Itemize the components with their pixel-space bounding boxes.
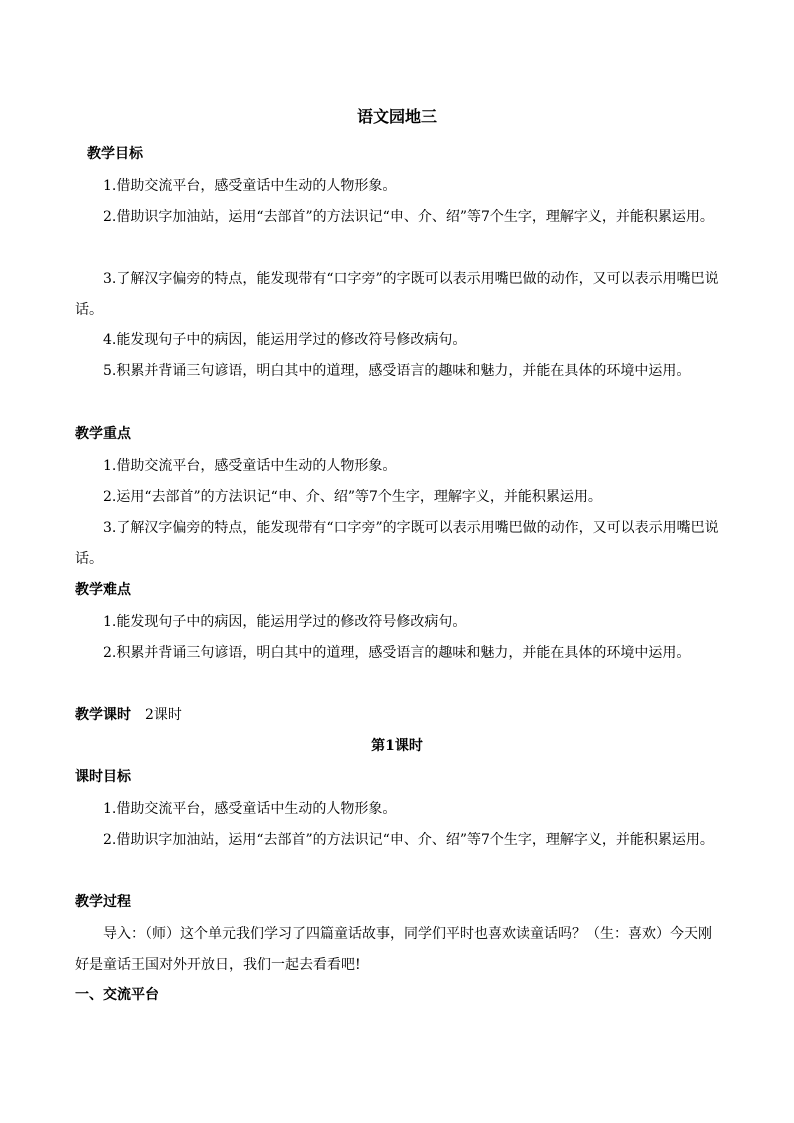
difficulties-heading: 教学难点: [75, 582, 131, 598]
lesson-objective-item: 1.借助交流平台，感受童话中生动的人物形象。: [103, 801, 397, 817]
difficulty-item: 1.能发现句子中的病因，能运用学过的修改符号修改病句。: [103, 614, 467, 630]
difficulty-item: 2.积累并背诵三句谚语，明白其中的道理，感受语言的趣味和魅力，并能在具体的环境中运用。: [103, 645, 691, 661]
lesson-objective-item: 2.借助识字加油站，运用“去部首”的方法识记“申、介、绍”等7个生字，理解字义，并能积累运用。: [103, 832, 714, 848]
teaching-hours: [75, 705, 182, 725]
key-point-item: 3.了解汉字偏旁的特点，能发现带有“口字旁”的字既可以表示用嘴巴做的动作，又可以表示用嘴巴说话。: [75, 520, 719, 567]
teaching-hours-label: 教学课时: [75, 707, 131, 723]
objectives-heading: 教学目标: [87, 146, 143, 162]
intro-paragraph: 导入：（师）这个单元我们学习了四篇童话故事，同学们平时也喜欢读童话吗？（生：喜欢）今天刚好是童话王国对外开放日，我们一起去看看吧!: [75, 926, 712, 973]
key-point-item: 2.运用“去部首”的方法识记“申、介、绍”等7个生字，理解字义，并能积累运用。: [103, 489, 602, 505]
lesson-objectives-heading: 课时目标: [75, 769, 131, 785]
key-point-item: 1.借助交流平台，感受童话中生动的人物形象。: [103, 458, 397, 474]
teaching-hours-value: 2课时: [145, 707, 182, 723]
objective-item: 2.借助识字加油站，运用“去部首”的方法识记“申、介、绍”等7个生字，理解字义，并能积累运用。: [103, 209, 714, 225]
section-heading: 一、交流平台: [75, 987, 159, 1003]
objective-item: 3.了解汉字偏旁的特点，能发现带有“口字旁”的字既可以表示用嘴巴做的动作，又可以表示用嘴巴说话。: [75, 271, 719, 318]
process-heading: 教学过程: [75, 894, 131, 910]
lesson-title: 第1课时: [371, 738, 423, 754]
document-title: 语文园地三: [356, 107, 437, 126]
objective-item: 1.借助交流平台，感受童话中生动的人物形象。: [103, 178, 397, 194]
objective-item: 5.积累并背诵三句谚语，明白其中的道理，感受语言的趣味和魅力，并能在具体的环境中运用。: [103, 363, 691, 379]
objective-item: 4.能发现句子中的病因，能运用学过的修改符号修改病句。: [103, 332, 467, 348]
key-points-heading: 教学重点: [75, 426, 131, 442]
